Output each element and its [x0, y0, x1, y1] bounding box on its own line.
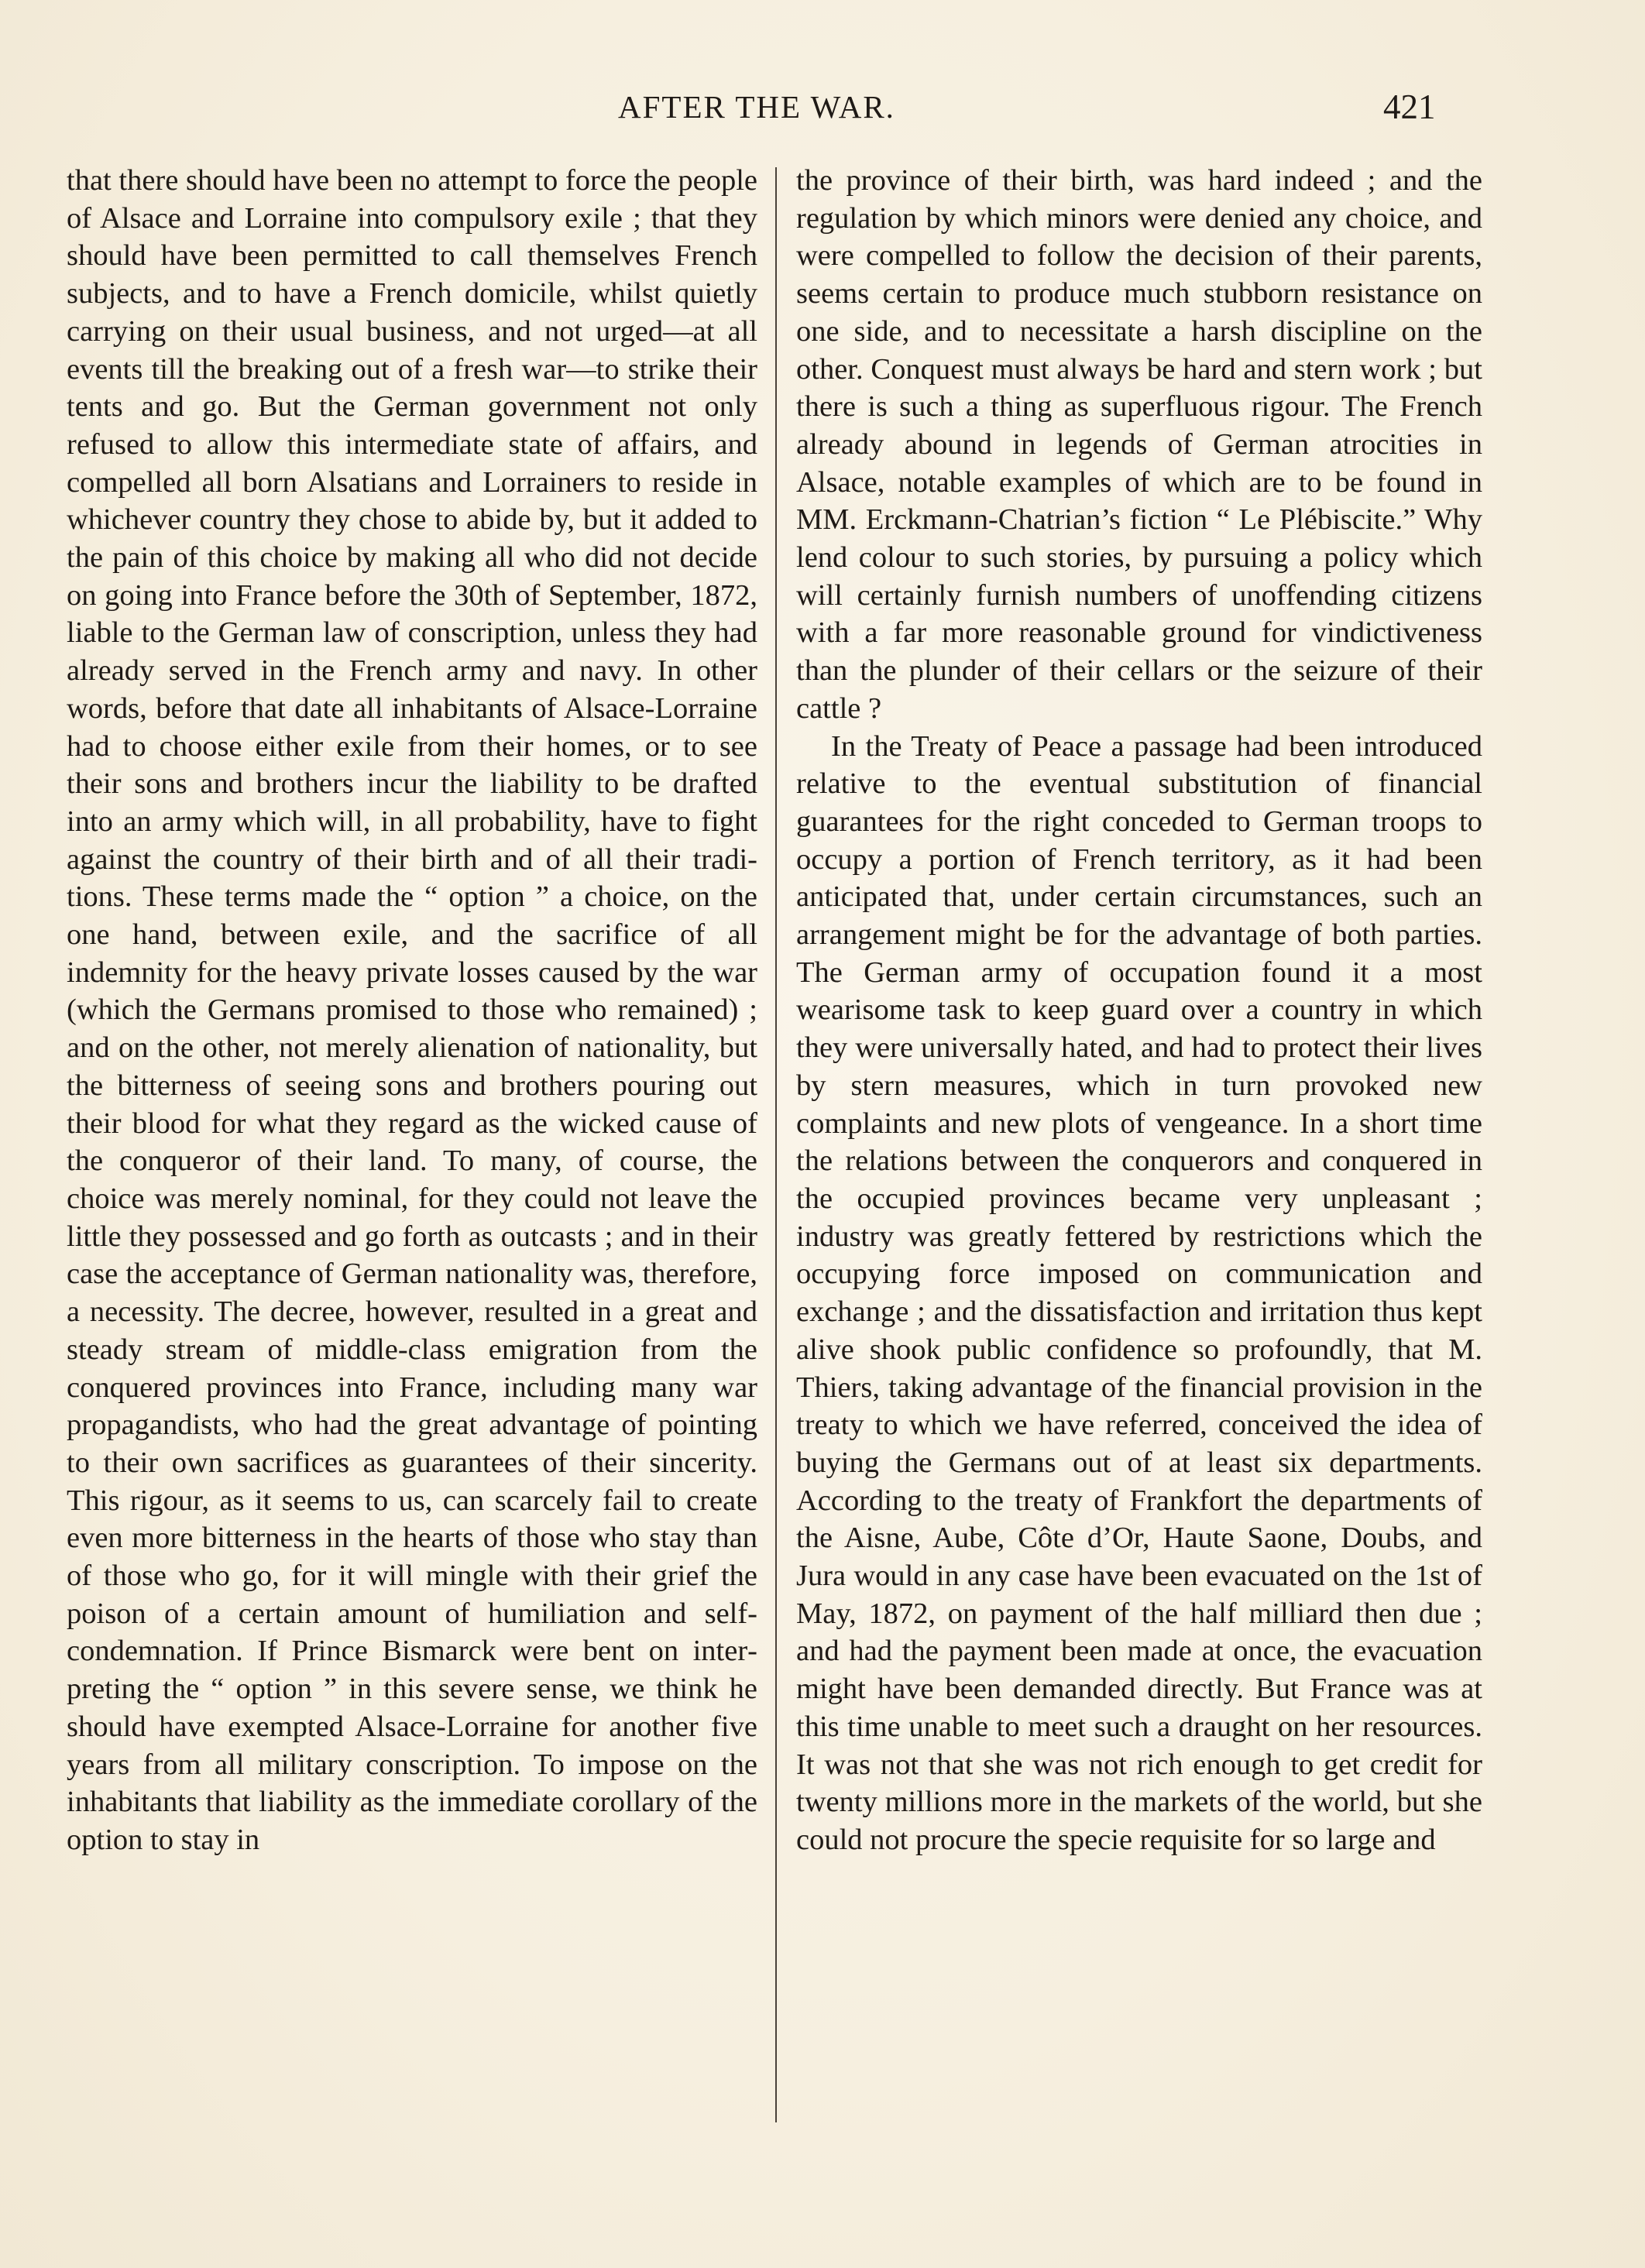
page-number: 421	[1383, 87, 1436, 126]
left-column	[67, 162, 757, 1859]
left-paragraph-1: that there should have been no attempt to force the people of Alsace and Lorraine into compulsory exile ; that they should have been permitted to call themselves French subjects, and to have a French domicile, whilst quietly carrying on their usual business, and not urged—at all events till the breaking out of a fresh war—to strike their tents and go. But the German government not only refused to allow this intermediate state of affairs, and compelled all born Alsatians and Lorrainers to reside in whichever country they chose to abide by, but it added to the pain of this choice by making all who did not decide on going into France before the 30th of September, 1872, liable to the German law of conscription, unless they had already served in the French army and navy. In other words, before that date all inhabitants of Alsace-Lorraine had to choose either exile from their homes, or to see their sons and brothers incur the liability to be drafted into an army which will, in all probability, have to fight against the country of their birth and of all their traditions. These terms made the “ option ” a choice, on the one hand, between exile, and the sacrifice of all indemnity for the heavy private losses caused by the war (which the Germans promised to those who remained) ; and on the other, not merely alienation of nationality, but the bitterness of seeing sons and brothers pouring out their blood for what they regard as the wicked cause of the conqueror of their land. To many, of course, the choice was merely nominal, for they could not leave the little they possessed and go forth as outcasts ; and in their case the acceptance of German nationality was, therefore, a necessity. The decree, however, resulted in a great and steady stream of middle-class emigration from the conquered provinces into France, including many war propagandists, who had the great advantage of pointing to their own sacrifices as guarantees of their sincerity. This rigour, as it seems to us, can scarcely fail to create even more bitterness in the hearts of those who stay than of those who go, for it will mingle with their grief the poison of a certain amount of humiliation and self-condemnation. If Prince Bismarck were bent on interpreting the “ option ” in this severe sense, we think he should have exempted Alsace-Lorraine for another five years from all military conscription. To impose on the inhabitants that liability as the immediate corollary of the option to stay in	[67, 164, 757, 1856]
right-paragraph-2: In the Treaty of Peace a passage had been introduced relative to the eventual substitution of financial guarantees for the right conceded to German troops to occupy a portion of French territory, as it had been anticipated that, under certain circumstances, such an arrangement might be for the advantage of both parties. The German army of occupation found it a most wearisome task to keep guard over a country in which they were universally hated, and had to protect their lives by stern measures, which in turn provoked new complaints and new plots of vengeance. In a short time the relations between the conquerors and conquered in the occupied provinces became very unpleasant ; industry was greatly fettered by restrictions which the occupying force imposed on communication and exchange ; and the dissatisfaction and irritation thus kept alive shook public confidence so profoundly, that M. Thiers, taking advantage of the financial provision in the treaty to which we have referred, conceived the idea of buying the Germans out of at least six departments. According to the treaty of Frankfort the departments of the Aisne, Aube, Côte d’Or, Haute Saone, Doubs, and Jura would in any case have been evacuated on the 1st of May, 1872, on payment of the half milliard then due ; and had the payment been made at once, the evacuation might have been demanded directly. But France was at this time unable to meet such a draught on her resources. It was not that she was not rich enough to get credit for twenty millions more in the markets of the world, but she could not procure the specie requisite for so large and	[796, 729, 1482, 1856]
running-head	[0, 84, 1645, 130]
column-divider	[775, 167, 777, 2122]
running-title: AFTER THE WAR.	[618, 89, 895, 125]
right-paragraph-1: the province of their birth, was hard indeed ; and the regulation by which minors were denied any choice, and were compelled to follow the decision of their parents, seems certain to produce much stubborn resistance on one side, and to necessitate a harsh discipline on the other. Conquest must always be hard and stern work ; but there is such a thing as superfluous rigour. The French already abound in legends of German atrocities in Alsace, notable examples of which are to be found in MM. Erckmann-Chatrian’s fiction “ Le Plébiscite.” Why lend colour to such stories, by pursuing a policy which will certainly furnish numbers of unoffending citizens with a far more reasonable ground for vindictiveness than the plunder of their cellars or the seizure of their cattle ?	[796, 164, 1482, 725]
right-column	[796, 162, 1482, 1859]
